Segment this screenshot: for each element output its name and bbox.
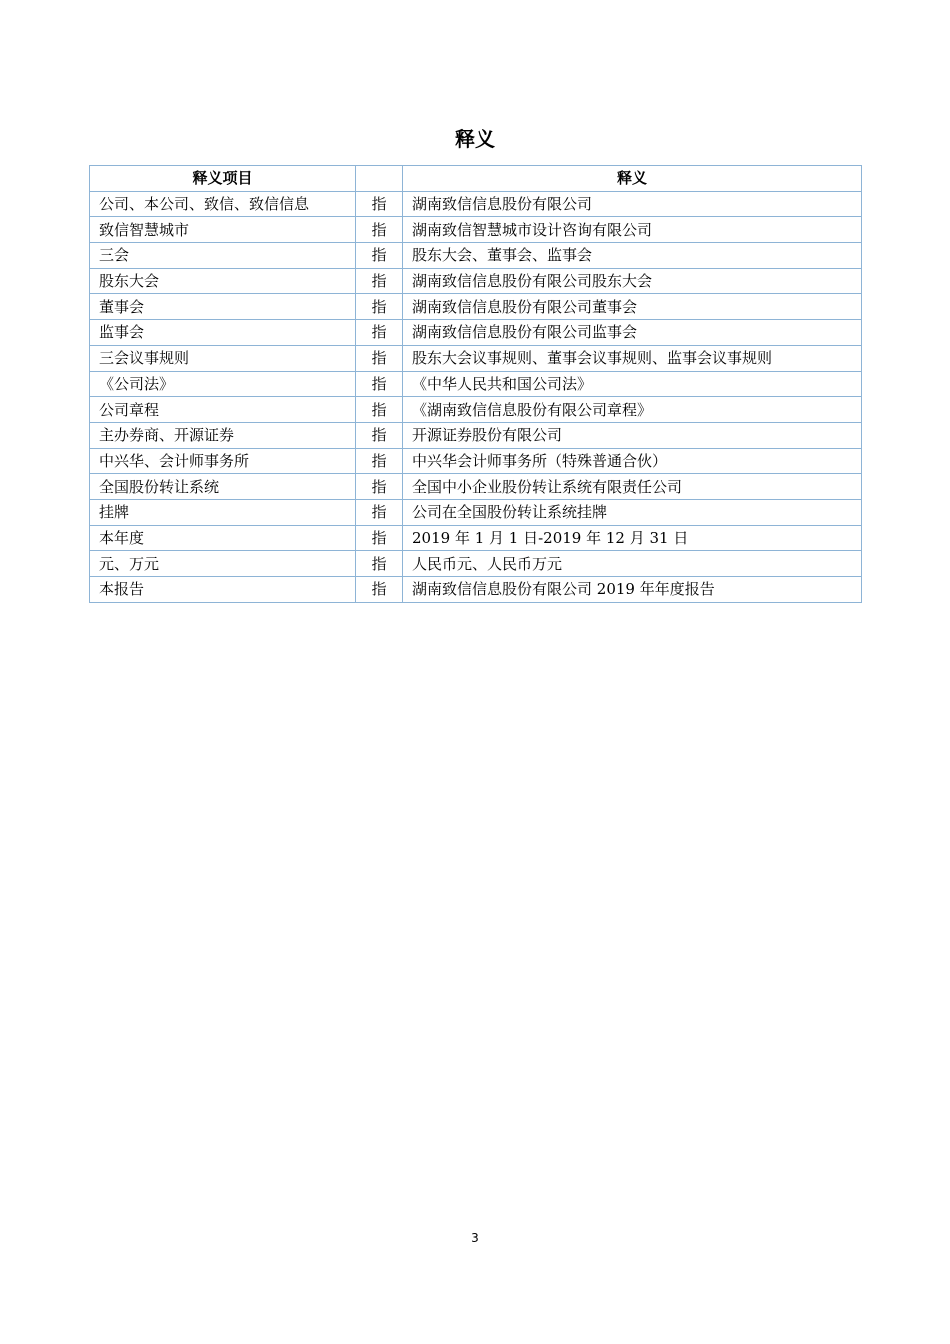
term-cell: 董事会 (90, 294, 356, 320)
definition-cell: 人民币元、人民币万元 (403, 551, 862, 577)
term-cell: 全国股份转让系统 (90, 474, 356, 500)
definition-cell: 股东大会、董事会、监事会 (403, 243, 862, 269)
definition-cell: 湖南致信信息股份有限公司董事会 (403, 294, 862, 320)
connector-cell: 指 (356, 345, 403, 371)
table-row (90, 191, 862, 217)
table-row (90, 320, 862, 346)
term-cell: 主办券商、开源证券 (90, 422, 356, 448)
connector-cell: 指 (356, 371, 403, 397)
page-number: 3 (471, 1231, 479, 1245)
connector-cell: 指 (356, 243, 403, 269)
header-definition: 释义 (403, 166, 862, 192)
table-row (90, 217, 862, 243)
definition-cell: 湖南致信信息股份有限公司 (403, 191, 862, 217)
term-cell: 挂牌 (90, 499, 356, 525)
term-cell: 本报告 (90, 577, 356, 603)
table-row (90, 268, 862, 294)
term-cell: 三会议事规则 (90, 345, 356, 371)
table-row (90, 577, 862, 603)
definition-cell: 公司在全国股份转让系统挂牌 (403, 499, 862, 525)
connector-cell: 指 (356, 294, 403, 320)
term-cell: 中兴华、会计师事务所 (90, 448, 356, 474)
definition-cell: 2019 年 1 月 1 日-2019 年 12 月 31 日 (403, 525, 862, 551)
connector-cell: 指 (356, 474, 403, 500)
connector-cell: 指 (356, 448, 403, 474)
table-row (90, 448, 862, 474)
term-cell: 监事会 (90, 320, 356, 346)
connector-cell: 指 (356, 551, 403, 577)
table-row (90, 345, 862, 371)
definition-cell: 全国中小企业股份转让系统有限责任公司 (403, 474, 862, 500)
header-connector (356, 166, 403, 192)
table-header-row (90, 166, 862, 192)
connector-cell: 指 (356, 422, 403, 448)
term-cell: 致信智慧城市 (90, 217, 356, 243)
definitions-table (89, 165, 862, 603)
definition-cell: 湖南致信信息股份有限公司 2019 年年度报告 (403, 577, 862, 603)
term-cell: 本年度 (90, 525, 356, 551)
definition-cell: 开源证券股份有限公司 (403, 422, 862, 448)
connector-cell: 指 (356, 217, 403, 243)
table-row (90, 422, 862, 448)
definition-cell: 湖南致信信息股份有限公司股东大会 (403, 268, 862, 294)
definition-cell: 中兴华会计师事务所（特殊普通合伙） (403, 448, 862, 474)
connector-cell: 指 (356, 268, 403, 294)
term-cell: 三会 (90, 243, 356, 269)
table-row (90, 397, 862, 423)
connector-cell: 指 (356, 525, 403, 551)
table-row (90, 294, 862, 320)
table-row (90, 525, 862, 551)
definition-cell: 股东大会议事规则、董事会议事规则、监事会议事规则 (403, 345, 862, 371)
table-row (90, 243, 862, 269)
table-row (90, 551, 862, 577)
connector-cell: 指 (356, 320, 403, 346)
table-row (90, 371, 862, 397)
definition-cell: 湖南致信智慧城市设计咨询有限公司 (403, 217, 862, 243)
term-cell: 元、万元 (90, 551, 356, 577)
page-title: 释义 (455, 127, 495, 151)
table-row (90, 499, 862, 525)
term-cell: 《公司法》 (90, 371, 356, 397)
connector-cell: 指 (356, 397, 403, 423)
term-cell: 公司、本公司、致信、致信信息 (90, 191, 356, 217)
connector-cell: 指 (356, 577, 403, 603)
definition-cell: 《湖南致信信息股份有限公司章程》 (403, 397, 862, 423)
term-cell: 公司章程 (90, 397, 356, 423)
connector-cell: 指 (356, 499, 403, 525)
header-term: 释义项目 (90, 166, 356, 192)
definition-cell: 《中华人民共和国公司法》 (403, 371, 862, 397)
table-row (90, 474, 862, 500)
definition-cell: 湖南致信信息股份有限公司监事会 (403, 320, 862, 346)
connector-cell: 指 (356, 191, 403, 217)
term-cell: 股东大会 (90, 268, 356, 294)
